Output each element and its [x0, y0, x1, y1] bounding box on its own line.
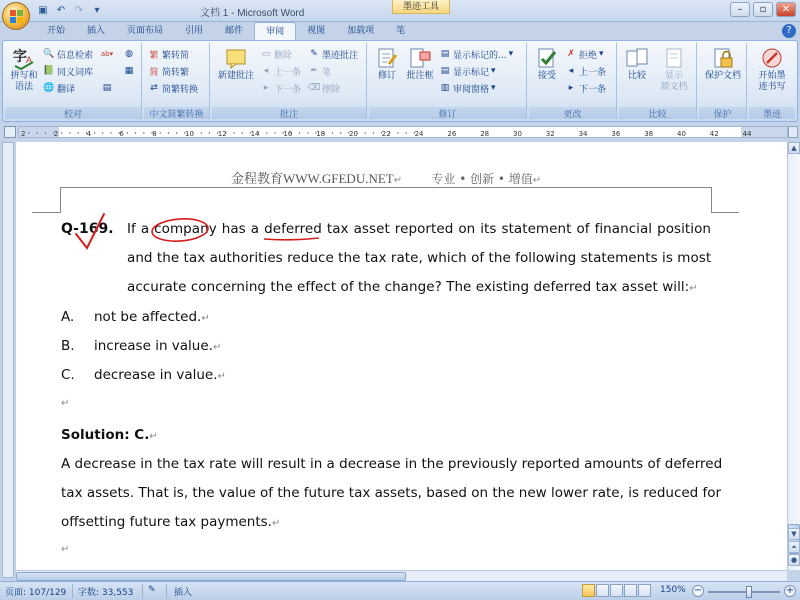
- next-comment-button[interactable]: ▸ 下一条: [260, 81, 301, 95]
- save-icon[interactable]: ▣: [38, 4, 48, 16]
- tab-addins[interactable]: 加载项: [347, 26, 375, 36]
- quick-access-toolbar: [36, 3, 104, 17]
- group-label-proofing: 校对: [5, 107, 141, 119]
- header-tagline: 专业 • 创新 • 增值: [431, 172, 533, 186]
- ruler-label: 4: [86, 130, 92, 138]
- tab-mailings[interactable]: 邮件: [225, 26, 244, 36]
- ruler-label: 18: [316, 130, 326, 138]
- tab-insert[interactable]: 插入: [87, 26, 106, 36]
- insert-mode[interactable]: 插入: [174, 588, 193, 598]
- ruler-label: 28: [480, 130, 490, 138]
- print-layout-view-button[interactable]: [582, 584, 595, 597]
- spelling-icon: [12, 45, 36, 71]
- convert-button[interactable]: ⇄ 简繁转换: [148, 81, 198, 95]
- margin-marker: [711, 212, 739, 213]
- status-divider: [142, 584, 143, 598]
- draft-view-button[interactable]: [638, 584, 651, 597]
- previous-change-button[interactable]: ◂ 上一条: [565, 64, 606, 78]
- group-label-protect: 保护: [699, 107, 746, 119]
- redo-icon[interactable]: ↷: [74, 4, 84, 16]
- group-label-compare: 比较: [619, 107, 696, 119]
- explanation-line: offsetting future tax payments.↵: [61, 514, 281, 530]
- translate-icon: 🌐: [43, 83, 55, 93]
- web-layout-view-button[interactable]: [610, 584, 623, 597]
- tab-selector[interactable]: [4, 126, 16, 138]
- word-count-button[interactable]: [101, 47, 113, 61]
- window-title: 文档 1 - Microsoft Word: [200, 8, 305, 19]
- ruler-label: 26: [447, 130, 457, 138]
- protect-document-button[interactable]: 保护文档: [701, 45, 745, 82]
- scroll-down-button[interactable]: ▼: [788, 528, 800, 540]
- previous-page-button[interactable]: ⏶: [788, 541, 800, 553]
- display-for-review-dropdown[interactable]: ▤ 显示标记的... ▾: [440, 49, 514, 61]
- tab-view[interactable]: 视图: [307, 26, 326, 36]
- tab-home[interactable]: 开始: [47, 26, 66, 36]
- status-divider: [166, 584, 167, 598]
- tab-pens[interactable]: 笔: [396, 26, 406, 36]
- tab-page-layout[interactable]: 页面布局: [127, 26, 164, 36]
- horizontal-ruler[interactable]: [18, 126, 788, 138]
- accept-icon: [535, 45, 559, 71]
- tooltip-icon: ▤: [102, 83, 112, 93]
- group-ink: [749, 43, 795, 119]
- thesaurus-button[interactable]: 📗 同义词库: [43, 66, 94, 78]
- view-ruler-button[interactable]: [788, 126, 798, 138]
- word-count[interactable]: 字数: 33,553: [78, 588, 134, 598]
- option-a: A. not be affected.↵: [61, 309, 210, 325]
- track-changes-button[interactable]: 修订: [371, 45, 403, 82]
- spelling-grammar-button[interactable]: 字 A 拼写和 语法: [7, 45, 41, 93]
- set-language-button[interactable]: [123, 47, 135, 61]
- track-changes-icon: [375, 45, 399, 71]
- minimize-button[interactable]: –: [730, 2, 750, 17]
- start-inking-button[interactable]: 开始墨 迹书写: [751, 45, 793, 93]
- thesaurus-icon: 📗: [43, 66, 55, 76]
- compare-icon: [625, 45, 649, 71]
- ink-pen-icon: [760, 45, 784, 71]
- ruler-label: 8: [152, 130, 157, 138]
- option-c: C. decrease in value.↵: [61, 367, 226, 383]
- svg-text:A: A: [26, 55, 33, 65]
- horizontal-scrollbar[interactable]: [16, 570, 787, 581]
- next-change-icon: ▸: [568, 83, 574, 93]
- title-bar: [0, 0, 800, 22]
- svg-text:字: 字: [13, 50, 27, 65]
- ruler-label: 10: [185, 130, 194, 138]
- show-source-button[interactable]: 显示 源文档: [655, 45, 693, 93]
- ruler-label: 30: [513, 130, 522, 138]
- group-compare: [619, 43, 697, 119]
- ruler-label: 12: [217, 130, 227, 138]
- horizontal-ruler-bar: [0, 124, 800, 140]
- ruler-label: 44: [742, 130, 752, 138]
- status-divider: [72, 584, 73, 598]
- simplified-icon: 繁: [149, 50, 159, 61]
- balloons-icon: [408, 45, 432, 71]
- accept-button[interactable]: 接受: [531, 45, 563, 82]
- previous-comment-button[interactable]: ◂ 上一条: [260, 64, 301, 78]
- ruler-label: 40: [677, 130, 686, 138]
- lock-icon: [711, 45, 735, 71]
- delete-comment-button[interactable]: ▭ 删除: [261, 49, 293, 61]
- ruler-label: 22: [381, 130, 391, 138]
- show-markup-dropdown[interactable]: ▤ 显示标记 ▾: [440, 66, 496, 78]
- ruler-label: 16: [283, 130, 293, 138]
- reviewing-pane-dropdown[interactable]: ▥ 审阅窗格 ▾: [440, 83, 496, 95]
- zoom-out-button[interactable]: −: [693, 585, 703, 596]
- next-change-button[interactable]: ▸ 下一条: [565, 81, 606, 95]
- group-label-ink: 墨迹: [749, 107, 795, 119]
- ruler-label: 38: [644, 130, 654, 138]
- paragraph-mark: ↵: [61, 544, 70, 555]
- question-line: If a company has a deferred tax asset reported on its statement of financial position: [127, 221, 711, 237]
- vertical-scrollbar[interactable]: [787, 142, 800, 570]
- ink-underline-deferred: [264, 238, 319, 240]
- question-number: Q-169.: [61, 221, 114, 237]
- ruler-label: 6: [119, 130, 124, 138]
- question-line: and the tax authorities reduce the tax rate, which of the following statements is most: [127, 250, 712, 266]
- translate-button[interactable]: 🌐 翻译: [43, 83, 76, 95]
- office-button[interactable]: [2, 2, 30, 30]
- ink-tools-context-label: 墨迹工具: [392, 0, 450, 14]
- balloons-button[interactable]: 批注框: [403, 45, 437, 82]
- counter-icon: ▦: [124, 66, 134, 76]
- research-icon: 🔍: [43, 49, 55, 59]
- ruler-label: 20: [349, 130, 358, 138]
- office-logo-icon: [10, 10, 23, 23]
- undo-icon[interactable]: ↶: [56, 4, 66, 16]
- pen-icon: ✒: [310, 66, 318, 76]
- explanation-line: tax assets. That is, the value of the future tax assets, based on the new lower rate, is reduced for: [61, 485, 722, 501]
- traditional-icon: 简: [149, 67, 159, 78]
- to-traditional-button[interactable]: 简 简转繁: [148, 64, 189, 78]
- scroll-up-button[interactable]: ▲: [788, 142, 800, 154]
- ruler-label: 14: [250, 130, 260, 138]
- show-markup-icon: ▤: [440, 66, 450, 76]
- option-b: B. increase in value.↵: [61, 338, 222, 354]
- to-simplified-button[interactable]: 繁 繁转简: [148, 47, 189, 61]
- group-tracking: [369, 43, 527, 119]
- paragraph-mark: ↵: [61, 398, 70, 409]
- status-bar: [0, 581, 800, 600]
- tab-references[interactable]: 引用: [185, 26, 204, 36]
- ink-comment-button[interactable]: ✎ 墨迹批注: [308, 47, 358, 61]
- solution-heading: Solution: C.↵: [61, 427, 158, 443]
- ribbon-tabs: [36, 22, 416, 40]
- group-chinese-conversion: [144, 43, 210, 119]
- new-comment-button[interactable]: 新建批注: [214, 45, 258, 82]
- word-count-stats-button[interactable]: [123, 64, 135, 78]
- zoom-level[interactable]: 150%: [660, 585, 686, 595]
- previous-comment-icon: ◂: [263, 66, 269, 76]
- ruler-label: 24: [414, 130, 424, 138]
- vertical-ruler[interactable]: [2, 142, 14, 578]
- research-button[interactable]: 🔍 信息检索: [43, 49, 94, 61]
- ruler-label: 34: [578, 130, 588, 138]
- group-comments: [212, 43, 367, 119]
- page-header: 金程教育WWW.GFEDU.NET↵ 专业 • 创新 • 增值↵: [231, 171, 542, 186]
- translation-tip-button[interactable]: [101, 81, 113, 95]
- customize-icon[interactable]: ▾: [94, 4, 100, 16]
- ruler-label: 42: [709, 130, 719, 138]
- show-source-icon: [662, 45, 686, 71]
- group-changes: [529, 43, 617, 119]
- group-label-comments: 批注: [212, 107, 366, 119]
- select-browse-object-button[interactable]: ●: [788, 554, 800, 566]
- zoom-slider-thumb[interactable]: [746, 586, 752, 598]
- margin-marker: [60, 187, 61, 213]
- group-proofing: [5, 43, 142, 119]
- reject-icon: ✗: [567, 49, 575, 59]
- compare-button[interactable]: 比较: [621, 45, 653, 82]
- restore-button[interactable]: ▫: [753, 2, 773, 17]
- zoom-in-button[interactable]: +: [785, 585, 795, 596]
- outline-view-button[interactable]: [624, 584, 637, 597]
- horizontal-scroll-thumb[interactable]: [16, 572, 406, 581]
- header-site: 金程教育WWW.GFEDU.NET: [231, 171, 394, 186]
- margin-marker: [32, 212, 60, 213]
- view-buttons: [582, 584, 651, 597]
- review-pane-icon: ▥: [440, 83, 450, 93]
- tab-review[interactable]: 审阅: [254, 22, 296, 40]
- pen-button[interactable]: ✒ 笔: [308, 64, 331, 78]
- header-rule: [60, 187, 712, 188]
- globe-icon: ◍: [125, 49, 133, 59]
- page-count[interactable]: 页面: 107/129: [5, 588, 67, 598]
- eraser-button[interactable]: ⌫ 擦除: [307, 83, 341, 95]
- full-screen-reading-view-button[interactable]: [596, 584, 609, 597]
- margin-marker: [711, 187, 712, 213]
- ruler-label: 2: [21, 130, 26, 138]
- ruler-label: 2: [53, 130, 59, 138]
- group-label-changes: 更改: [529, 107, 616, 119]
- ribbon: [2, 40, 798, 122]
- abc-icon: ab▾: [100, 50, 114, 58]
- group-label-chinese: 中文简繁转换: [144, 107, 209, 119]
- question-line: accurate concerning the effect of the change? The existing deferred tax asset will:↵: [127, 279, 698, 295]
- previous-change-icon: ◂: [568, 66, 574, 76]
- convert-icon: ⇄: [150, 83, 158, 93]
- proofing-status-icon[interactable]: ✎: [148, 585, 156, 595]
- close-button[interactable]: ✕: [776, 2, 796, 17]
- explanation-line: A decrease in the tax rate will result in a decrease in the previously reported amounts of deferred: [61, 456, 723, 472]
- delete-comment-icon: ▭: [261, 49, 271, 59]
- zoom-slider[interactable]: [708, 591, 780, 593]
- ruler-label: 36: [611, 130, 621, 138]
- ink-annotations: [16, 142, 787, 570]
- ruler-label: 32: [545, 130, 555, 138]
- eraser-icon: ⌫: [307, 83, 321, 93]
- group-protect: [699, 43, 747, 119]
- display-review-icon: ▤: [440, 49, 450, 59]
- document-page[interactable]: [16, 142, 787, 570]
- next-comment-icon: ▸: [263, 83, 269, 93]
- group-label-tracking: 修订: [369, 107, 526, 119]
- help-icon[interactable]: ?: [782, 24, 796, 38]
- ink-comment-icon: ✎: [310, 49, 318, 59]
- new-comment-icon: [224, 45, 248, 71]
- reject-button[interactable]: ✗ 拒绝 ▾: [565, 47, 604, 61]
